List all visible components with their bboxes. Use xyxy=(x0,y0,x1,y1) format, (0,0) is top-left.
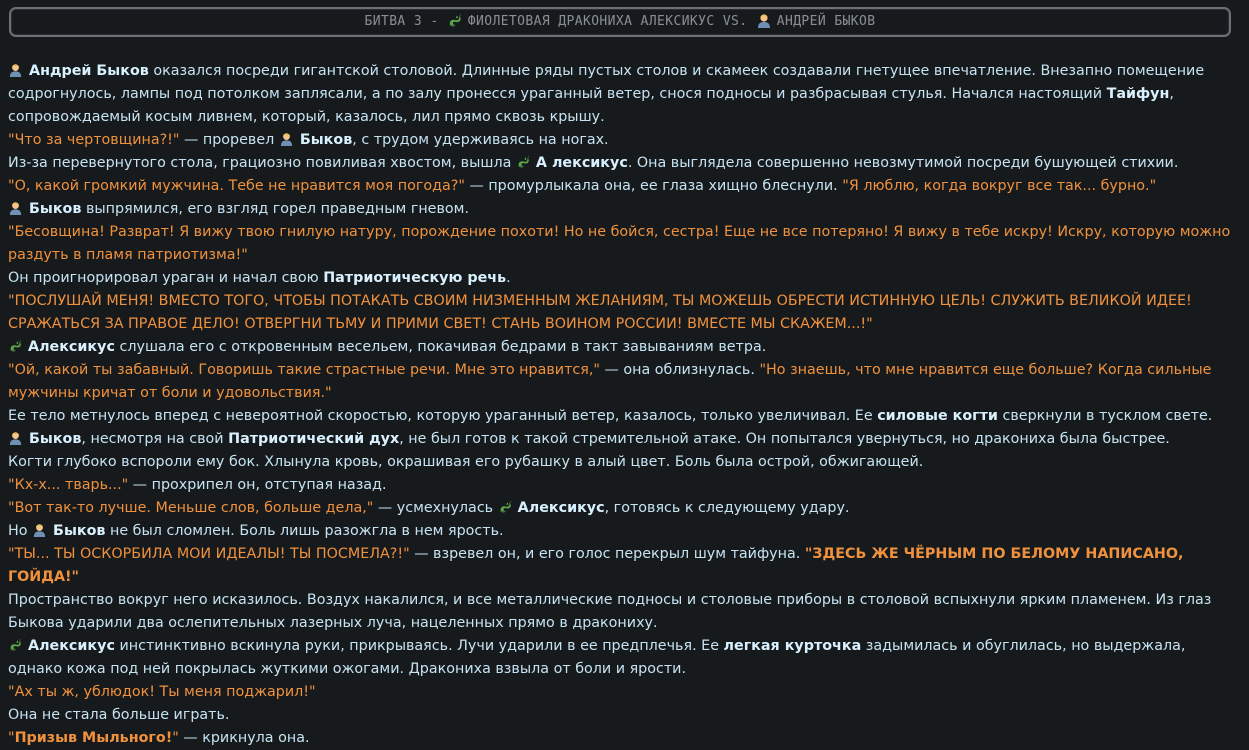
dragon-icon xyxy=(8,637,23,652)
ability-name: легкая курточка xyxy=(723,638,862,654)
man-icon xyxy=(32,522,47,537)
narration: Когти глубоко вспороли ему бок. Хлынула кровь, окрашивая его рубашку в алый цвет. Боль была острой, обжигающей. xyxy=(8,454,924,470)
story-paragraph xyxy=(8,497,1233,520)
story-paragraph xyxy=(8,221,1233,267)
speech: "Что за чертовщина?!" xyxy=(8,132,180,148)
man-icon xyxy=(756,12,772,28)
man-icon xyxy=(8,62,23,77)
narration: оказался посреди гигантской столовой. Длинные ряды пустых столов и скамеек создавали гнетущее впечатление. Внезапно помещение содрогнулось, лампы под потолком заплясали, а по залу пронесся ураганный ветер, снося подносы и разбрасывая стулья. Начался настоящий xyxy=(8,63,1205,102)
character-name: Быков xyxy=(53,523,106,539)
narration: , с трудом удерживаясь на ногах. xyxy=(352,132,609,148)
narration: слушала его с откровенным весельем, покачивая бедрами в такт завываниям ветра. xyxy=(114,339,767,355)
story-paragraph xyxy=(8,60,1233,129)
battle-title-name2: АНДРЕЙ БЫКОВ xyxy=(776,14,876,29)
character-name: А лексикус xyxy=(535,155,628,171)
man-icon xyxy=(8,200,23,215)
narration: — проревел xyxy=(179,132,279,148)
battle-title-name1: ФИОЛЕТОВАЯ ДРАКОНИХА АЛЕКСИКУС VS. xyxy=(467,14,748,29)
narration: Он проигнорировал ураган и начал свою xyxy=(8,270,324,286)
battle-title-bar xyxy=(9,7,1231,37)
speech: "ПОСЛУШАЙ МЕНЯ! ВМЕСТО ТОГО, ЧТОБЫ ПОТАКАТЬ СВОИМ НИЗМЕННЫМ ЖЕЛАНИЯМ, ТЫ МОЖЕШЬ ОБРЕСТИ ИСТИННУЮ ЦЕЛЬ! СЛУЖИТЬ ВЕЛИКОЙ ИДЕЕ! СРАЖАТЬСЯ ЗА ПРАВОЕ ДЕЛО! ОТВЕРГНИ ТЬМУ И ПРИМИ СВЕТ! СТАНЬ ВОИНОМ РОССИИ! ВМЕСТЕ МЫ СКАЖЕМ...!" xyxy=(8,293,1192,332)
story-paragraph xyxy=(8,175,1233,198)
story-paragraph xyxy=(8,681,1233,704)
battle-story xyxy=(8,60,1233,750)
narration: — промурлыкала она, ее глаза хищно блеснули. xyxy=(464,178,843,194)
narration: сверкнули в тусклом свете. xyxy=(997,408,1213,424)
narration: , готовясь к следующему удару. xyxy=(604,500,850,516)
story-paragraph xyxy=(8,635,1233,681)
narration: выпрямился, его взгляд горел праведным гневом. xyxy=(81,201,469,217)
narration: Из-за перевернутого стола, грациозно повиливая хвостом, вышла xyxy=(8,155,516,171)
story-paragraph xyxy=(8,405,1233,451)
speech-quote-close: " xyxy=(172,730,179,746)
narration: Пространство вокруг него исказилось. Воздух накалился, и все металлические подносы и столовые приборы в столовой вспыхнули ярким пламенем. Из глаз Быкова ударили два ослепительных лазерных луча, нацеленных прямо в дракониху. xyxy=(8,592,1212,631)
dragon-icon xyxy=(516,154,531,169)
narration: — она облизнулась. xyxy=(599,362,760,378)
speech: "Бесовщина! Разврат! Я вижу твою гнилую натуру, порождение похоти! Но не бойся, сестра! Еще не все потеряно! Я вижу в тебе искру! Искру, которую можно раздуть в пламя патриотизма!" xyxy=(8,224,1231,263)
dragon-icon xyxy=(447,12,463,28)
speech: "Кх-х... тварь..." xyxy=(8,477,129,493)
speech: "Но знаешь, что мне нравится еще больше? Когда сильные мужчины кричат от боли и удовольствия." xyxy=(8,362,1212,401)
story-paragraph xyxy=(8,198,1233,221)
narration: Ее тело метнулось вперед с невероятной скоростью, которую ураганный ветер, казалось, только увеличивал. Ее xyxy=(8,408,878,424)
story-paragraph xyxy=(8,589,1233,635)
narration: Но xyxy=(8,523,33,539)
character-name: Быков xyxy=(29,431,82,447)
speech-bold: Призыв Мыльного! xyxy=(14,730,173,746)
story-paragraph xyxy=(8,451,1233,474)
character-name: Алексикус xyxy=(28,339,115,355)
narration: не был сломлен. Боль лишь разожгла в нем ярость. xyxy=(105,523,504,539)
character-name: Алексикус xyxy=(28,638,115,654)
story-paragraph xyxy=(8,290,1233,336)
speech: "Ах ты ж, ублюдок! Ты меня поджарил!" xyxy=(8,684,316,700)
character-name: Андрей Быков xyxy=(29,63,149,79)
narration: . Она выглядела совершенно невозмутимой посреди бушующей стихии. xyxy=(627,155,1179,171)
speech: "О, какой громкий мужчина. Тебе не нравится моя погода?" xyxy=(8,178,465,194)
story-paragraph xyxy=(8,543,1233,589)
narration: — усмехнулась xyxy=(373,500,498,516)
ability-name: Патриотическую речь xyxy=(323,270,507,286)
story-paragraph xyxy=(8,727,1233,750)
ability-name: силовые когти xyxy=(877,408,998,424)
narration: , сопровождаемый косым ливнем, который, казалось, лил прямо сквозь крышу. xyxy=(8,86,1174,125)
narration: задымилась и обуглилась, но выдержала, однако кожа под ней покрылась жуткими ожогами. Дракониха взвыла от боли и ярости. xyxy=(8,638,1186,677)
story-paragraph xyxy=(8,704,1233,727)
character-name: Алексикус xyxy=(517,500,605,516)
narration: , не был готов к такой стремительной атаке. Он попытался увернуться, но дракониха была быстрее. xyxy=(399,431,1170,447)
story-paragraph xyxy=(8,152,1233,175)
dragon-icon xyxy=(8,338,23,353)
speech: "Я люблю, когда вокруг все так... бурно." xyxy=(842,178,1157,194)
speech: "Ой, какой ты забавный. Говоришь такие страстные речи. Мне это нравится," xyxy=(8,362,600,378)
character-name: Быков xyxy=(299,132,353,148)
narration: — крикнула она. xyxy=(178,730,310,746)
dragon-icon xyxy=(498,499,513,514)
narration: , несмотря на свой xyxy=(81,431,229,447)
narration: инстинктивно вскинула руки, прикрываясь. Лучи ударили в ее предплечья. Ее xyxy=(114,638,724,654)
speech-bold: "ЗДЕСЬ ЖЕ ЧЁРНЫМ ПО БЕЛОМУ НАПИСАНО, ГОЙДА!" xyxy=(8,546,1184,585)
story-paragraph xyxy=(8,267,1233,290)
man-icon xyxy=(8,430,23,445)
man-icon xyxy=(279,131,294,146)
narration: — взревел он, и его голос перекрыл шум тайфуна. xyxy=(409,546,805,562)
ability-name: Тайфун xyxy=(1106,86,1170,102)
narration: . xyxy=(506,270,511,286)
story-paragraph xyxy=(8,129,1233,152)
narration: — прохрипел он, отступая назад. xyxy=(128,477,387,493)
battle-title-prefix: БИТВА 3 - xyxy=(364,14,447,29)
story-paragraph xyxy=(8,474,1233,497)
narration: Она не стала больше играть. xyxy=(8,707,230,723)
speech: "ТЫ... ТЫ ОСКОРБИЛА МОИ ИДЕАЛЫ! ТЫ ПОСМЕЛА?!" xyxy=(8,546,410,562)
speech: "Вот так-то лучше. Меньше слов, больше дела," xyxy=(8,500,374,516)
story-paragraph xyxy=(8,359,1233,405)
ability-name: Патриотический дух xyxy=(228,431,400,447)
story-paragraph xyxy=(8,520,1233,543)
speech-quote-open: " xyxy=(8,730,15,746)
story-paragraph xyxy=(8,336,1233,359)
character-name: Быков xyxy=(29,201,82,217)
